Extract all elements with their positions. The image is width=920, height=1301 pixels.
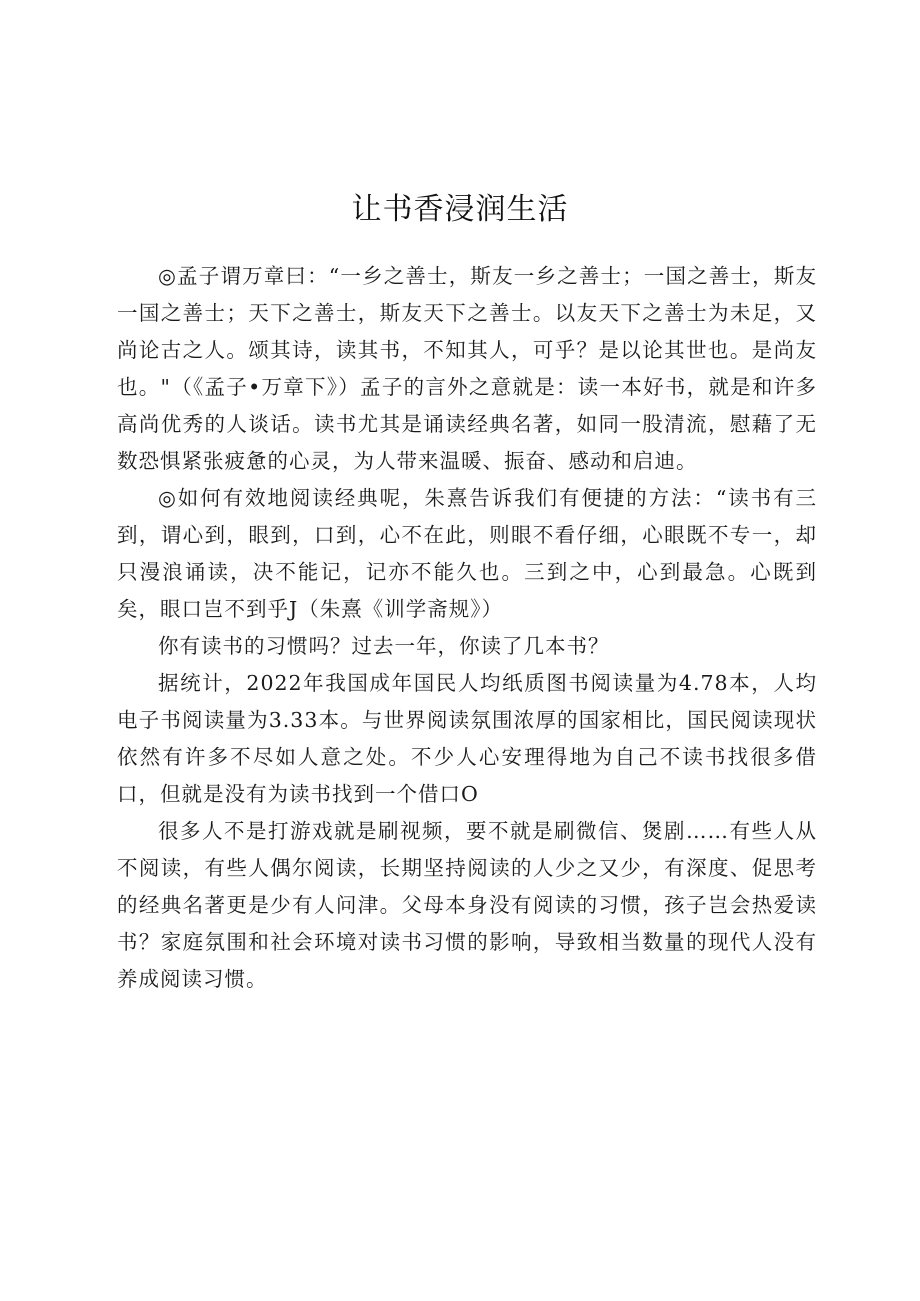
document-title: 让书香浸润生活 <box>351 192 569 228</box>
document-body <box>117 258 817 998</box>
paragraph-question: 你有读书的习惯吗？过去一年，你读了几本书？ <box>158 634 610 658</box>
paragraph-statistics: 据统计，2022年我国成年国民人均纸质图书阅读量为4.78本，人均电子书阅读量为3.33本。与世界阅读氛围浓厚的国家相比，国民阅读现状依然有许多不尽如人意之处。不少人心安理得地为自己不读书找很多借口，但就是没有为读书找到一个借口O <box>117 671 817 806</box>
paragraph-zhuxi: ◎如何有效地阅读经典呢，朱熹告诉我们有便捷的方法：“读书有三到，谓心到，眼到，口到，心不在此，则眼不看仔细，心眼既不专一，却只漫浪诵读，决不能记，记亦不能久也。三到之中，心到最急。心既到矣，眼口岂不到乎J（朱熹《训学斋规》） <box>117 486 817 621</box>
paragraph-habits: 很多人不是打游戏就是刷视频，要不就是刷微信、煲剧……有些人从不阅读，有些人偶尔阅读，长期坚持阅读的人少之又少，有深度、促思考的经典名著更是少有人问津。父母本身没有阅读的习惯，孩子岂会热爱读书？家庭氛围和社会环境对读书习惯的影响，导致相当数量的现代人没有养成阅读习惯。 <box>117 819 817 991</box>
paragraph-mencius: ◎孟子谓万章曰：“一乡之善士，斯友一乡之善士；一国之善士，斯友一国之善士；天下之善士，斯友天下之善士。以友天下之善士为未足，又尚论古之人。颂其诗，读其书，不知其人，可乎？是以论其世也。是尚友也。"（《孟子•万章下》）孟子的言外之意就是：读一本好书，就是和许多高尚优秀的人谈话。读书尤其是诵读经典名著，如同一股清流，慰藉了无数恐惧紧张疲惫的心灵，为人带来温暖、振奋、感动和启迪。 <box>117 264 817 473</box>
